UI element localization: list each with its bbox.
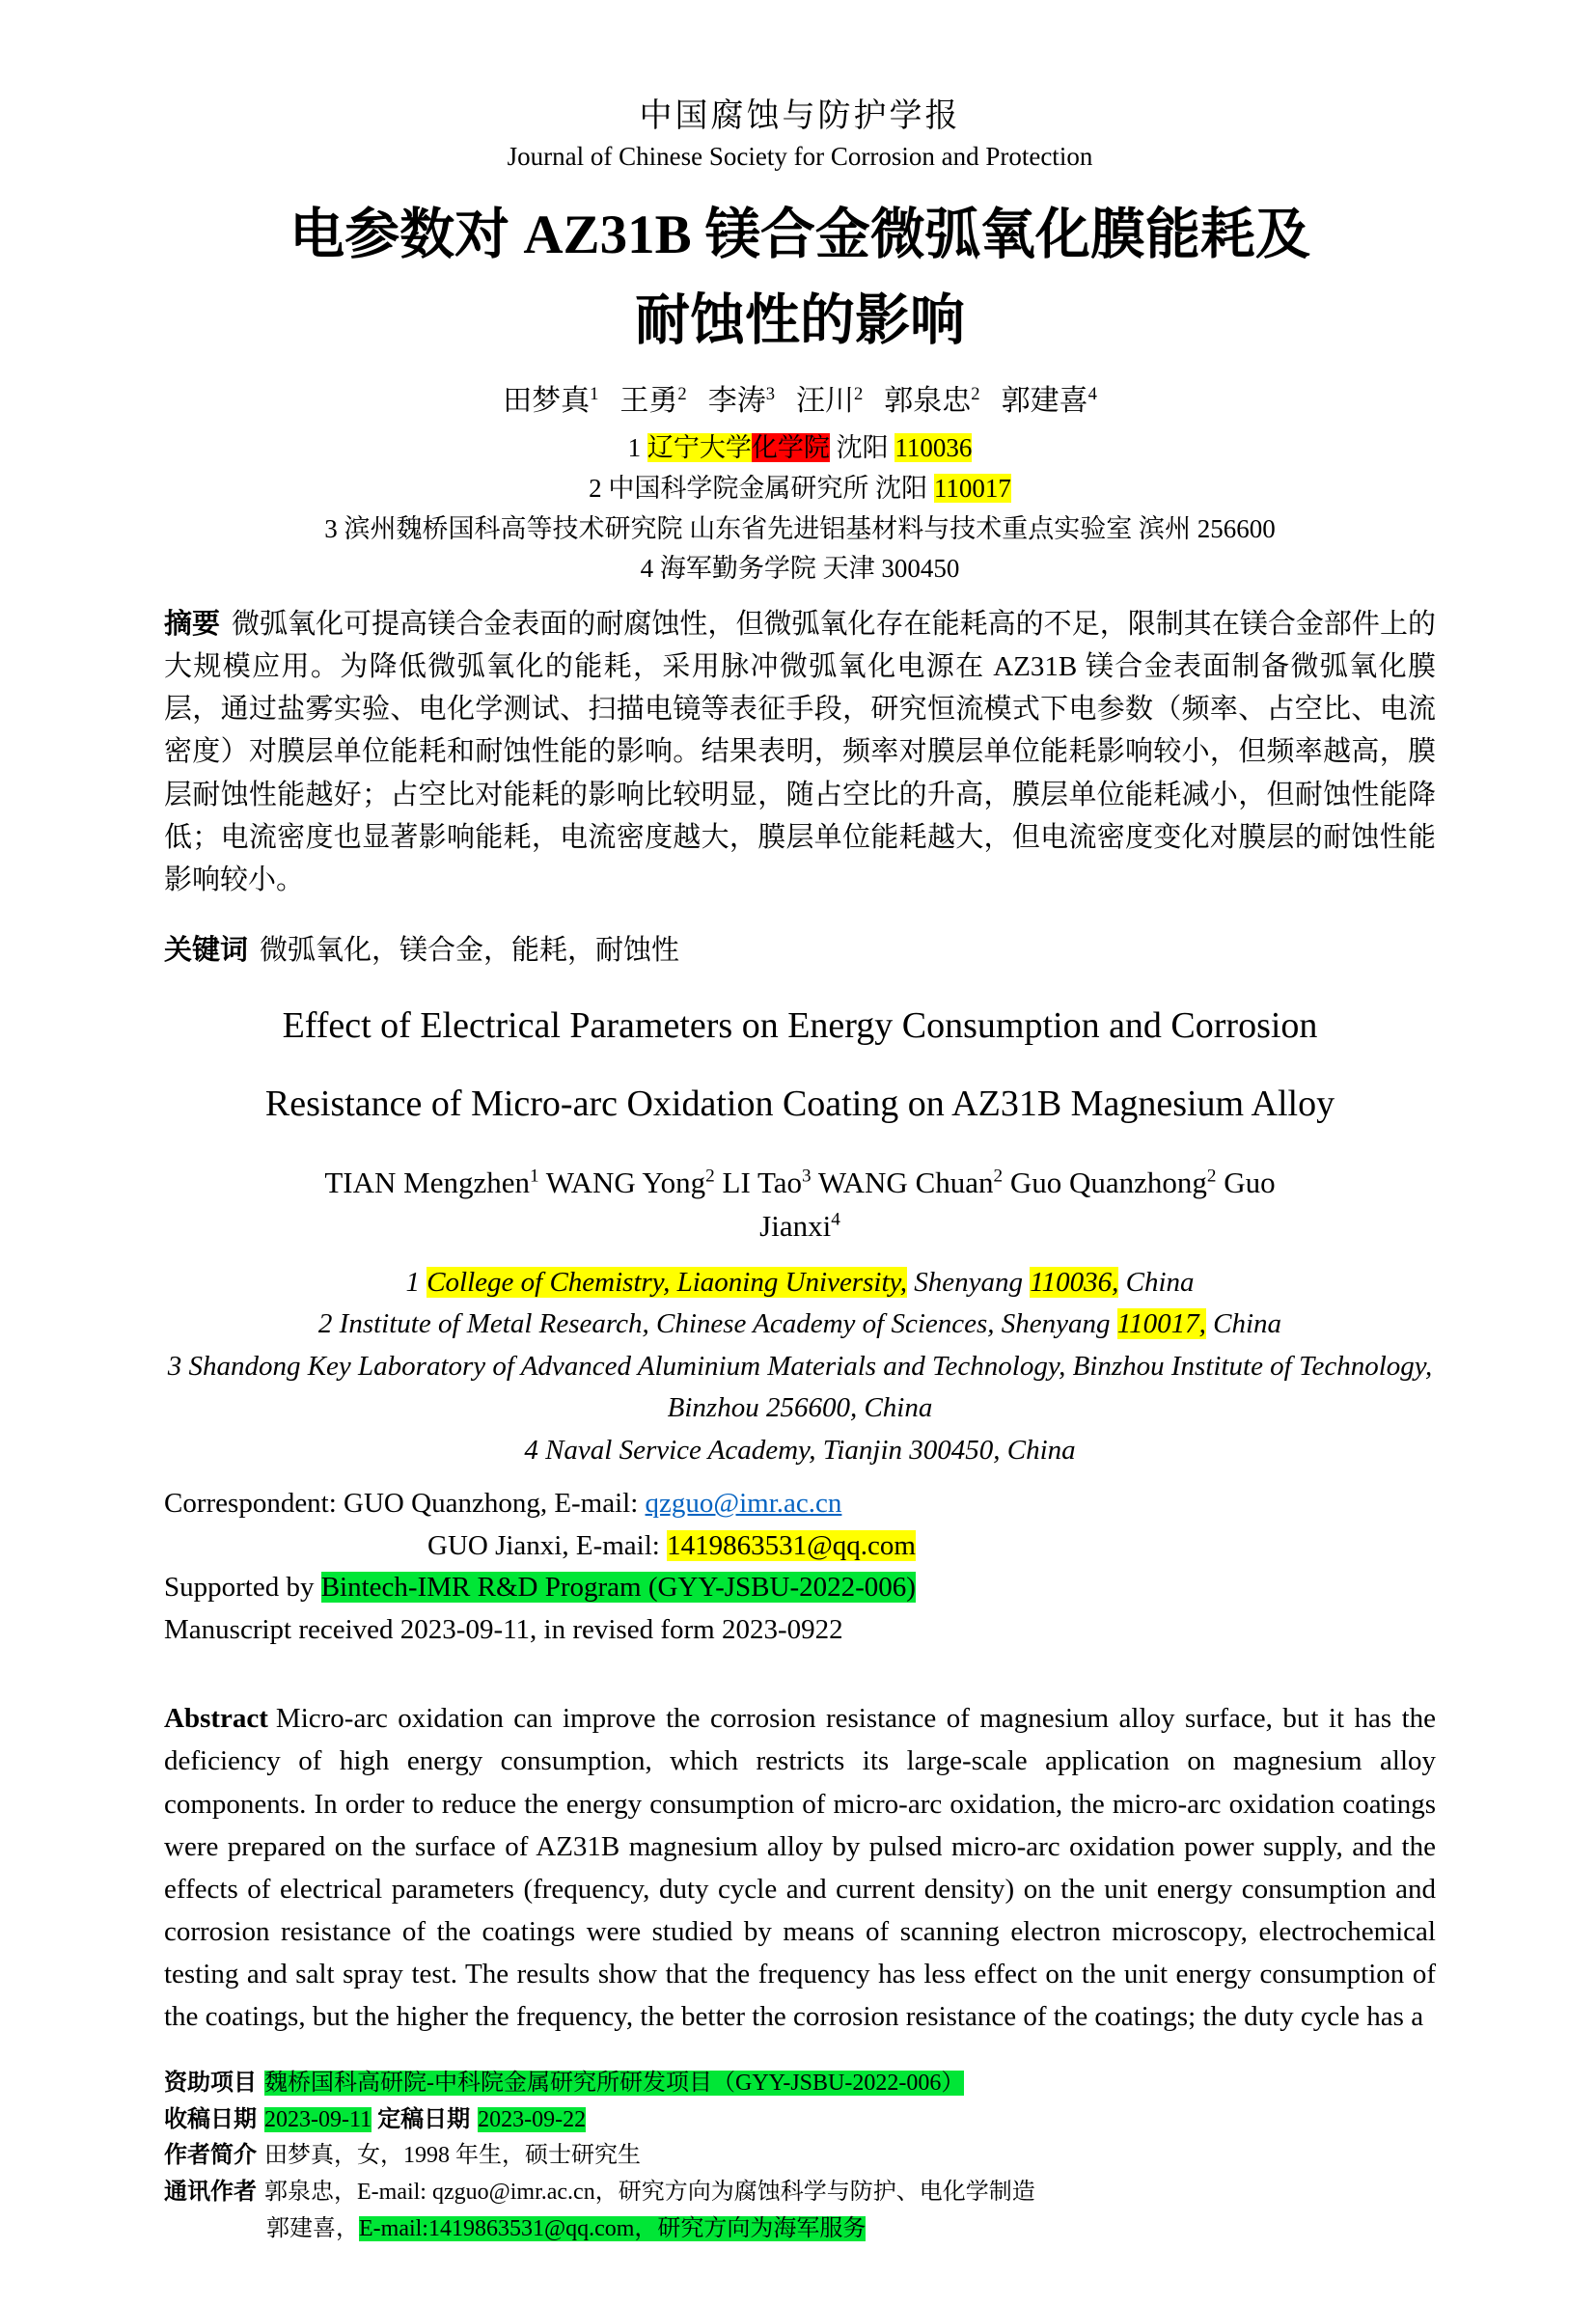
correspondent-2-email-highlight: 1419863531@qq.com xyxy=(667,1529,916,1561)
keywords-cn-label: 关键词 xyxy=(164,934,249,966)
author-cn xyxy=(619,385,686,417)
correspondent-1-email-link[interactable]: qzguo@imr.ac.cn xyxy=(645,1488,842,1520)
author-en xyxy=(546,1166,715,1199)
affiliations-cn xyxy=(164,428,1436,590)
footnote-received-label: 收稿日期 xyxy=(164,2106,257,2132)
footnote-corresponding-author-2 xyxy=(164,2211,1436,2248)
aff-en-2-text: 2 Institute of Metal Research, Chinese Academy of Sciences, Shenyang xyxy=(317,1308,1111,1340)
paper-title-cn xyxy=(164,193,1436,365)
paper-title-en-line1: Effect of Electrical Parameters on Energy Consumption and Corrosion xyxy=(282,1004,1318,1046)
author-en xyxy=(1010,1166,1217,1199)
author-en-name: Guo Jianxi xyxy=(759,1166,1276,1243)
aff1-college-highlight: 化学院 xyxy=(751,432,830,462)
footnote-corresponding-2-highlight: E-mail:1419863531@qq.com，研究方向为海军服务 xyxy=(359,2215,867,2241)
author-cn-name: 郭泉忠 xyxy=(884,384,972,417)
supported-by-text: Supported by xyxy=(164,1572,315,1604)
footnote-corresponding-author xyxy=(164,2175,1436,2211)
author-cn xyxy=(1002,385,1097,417)
correspondent-2-text: GUO Jianxi, E-mail: xyxy=(427,1529,660,1561)
paper-title-cn-line2: 耐蚀性的影响 xyxy=(635,289,965,351)
author-superscript: 2 xyxy=(993,1166,1004,1187)
author-superscript: 1 xyxy=(590,383,599,404)
footnote-finalized-date-highlight: 2023-09-22 xyxy=(478,2106,587,2132)
footnote-funding-label: 资助项目 xyxy=(164,2071,257,2096)
author-en xyxy=(818,1166,1003,1199)
correspondent-1-text: Correspondent: GUO Quanzhong, E-mail: xyxy=(164,1488,639,1520)
affiliation-cn-4: 4 海军勤务学院 天津 300450 xyxy=(640,554,960,584)
author-superscript: 2 xyxy=(705,1166,715,1187)
author-superscript: 2 xyxy=(854,383,864,404)
aff-en-1-number: 1 xyxy=(405,1266,420,1298)
paper-title-en xyxy=(164,1004,1436,1127)
paper-title-en-line2: Resistance of Micro-arc Oxidation Coating on AZ31B Magnesium Alloy xyxy=(264,1084,1335,1125)
abstract-en-label: Abstract xyxy=(164,1703,268,1735)
manuscript-received-line: Manuscript received 2023-09-11, in revised form 2023-0922 xyxy=(164,1613,843,1645)
journal-name-cn: 中国腐蚀与防护学报 xyxy=(639,98,961,134)
author-cn-name: 郭建喜 xyxy=(1001,384,1088,417)
abstract-en-text: Micro-arc oxidation can improve the corrosion resistance of magnesium alloy surface, but it has the deficiency of high energy consumption, which restricts its large-scale application on magnesium alloy components. In order to reduce the energy consumption of micro-arc oxidation, the micro-arc oxidation coatings were prepared on the surface of AZ31B magnesium alloy by pulsed micro-arc oxidation power supply, and the effects of electrical parameters (frequency, duty cycle and current density) on the unit energy consumption and corrosion resistance of the coatings were studied by means of scanning electron microscopy, electrochemical testing and salt spray test. The results show that the frequency has less effect on the unit energy consumption of the coatings, but the higher the frequency, the better the corrosion resistance of the coatings; the duty cycle has a xyxy=(164,1703,1436,2032)
author-cn xyxy=(708,385,775,417)
author-superscript: 2 xyxy=(971,383,980,404)
keywords-cn xyxy=(164,929,1436,972)
aff2-city: 沈阳 xyxy=(875,473,928,503)
affiliation-cn-2 xyxy=(164,469,1436,509)
aff2-number: 2 xyxy=(589,473,602,503)
footnote-received-date-highlight: 2023-09-11 xyxy=(264,2106,372,2132)
author-en-name: WANG Chuan xyxy=(817,1166,994,1199)
aff1-zip-highlight: 110036 xyxy=(894,432,973,462)
author-cn-name: 李涛 xyxy=(707,384,766,417)
keywords-cn-text: 微弧氧化，镁合金，能耗，耐蚀性 xyxy=(260,934,680,966)
author-en xyxy=(324,1166,538,1199)
abstract-en xyxy=(164,1697,1436,2038)
author-superscript: 3 xyxy=(765,383,775,404)
author-superscript: 2 xyxy=(1206,1166,1217,1187)
footnote-corresponding-text: 郭泉忠，E-mail: qzguo@imr.ac.cn，研究方向为腐蚀科学与防护、电化学制造 xyxy=(264,2180,1035,2206)
correspondent-line-1 xyxy=(164,1483,1436,1525)
paper-title-cn-line1: 电参数对 AZ31B 镁合金微弧氧化膜能耗及 xyxy=(289,205,1310,265)
footnote-corresponding-label: 通讯作者 xyxy=(164,2180,257,2206)
aff1-city: 沈阳 xyxy=(836,432,889,462)
author-cn xyxy=(884,385,979,417)
abstract-cn-label: 摘要 xyxy=(164,609,221,641)
correspondence-block xyxy=(164,1483,1436,1651)
author-cn-name: 王勇 xyxy=(619,384,678,417)
author-en-name: WANG Yong xyxy=(545,1166,706,1199)
abstract-cn xyxy=(164,603,1436,901)
aff-en-1-zip-highlight: 110036, xyxy=(1030,1266,1119,1298)
authors-en xyxy=(291,1162,1309,1249)
author-superscript: 4 xyxy=(1087,383,1097,404)
footnote-funding-highlight: 魏桥国科高研院-中科院金属研究所研发项目（GYY-JSBU-2022-006） xyxy=(264,2071,965,2096)
footnote-biography-text: 田梦真，女，1998 年生，硕士研究生 xyxy=(264,2143,641,2169)
footnote-dates xyxy=(164,2102,1436,2139)
aff2-zip-highlight: 110017 xyxy=(933,473,1011,503)
author-en xyxy=(723,1166,812,1199)
supported-by-line xyxy=(164,1567,1436,1609)
author-superscript: 4 xyxy=(831,1209,840,1230)
aff1-university-highlight: 辽宁大学 xyxy=(647,432,752,462)
author-cn xyxy=(796,385,863,417)
authors-cn xyxy=(164,376,1436,419)
aff1-number: 1 xyxy=(627,432,642,462)
abstract-cn-text: 微弧氧化可提高镁合金表面的耐腐蚀性，但微弧氧化存在能耗高的不足，限制其在镁合金部件上的大规模应用。为降低微弧氧化的能耗，采用脉冲微弧氧化电源在 AZ31B 镁合金表面制备微弧氧化膜层，通过盐雾实验、电化学测试、扫描电镜等表征手段，研究恒流模式下电参数（频率、占空比、电流密度）对膜层单位能耗和耐蚀性能的影响。结果表明，频率对膜层单位能耗影响较小，但频率越高，膜层耐蚀性能越好；占空比对能耗的影响比较明显，随占空比的升高，膜层单位能耗减小，但耐蚀性能降低；电流密度也显著影响能耗，电流密度越大，膜层单位能耗越大，但电流密度变化对膜层的耐蚀性能影响较小。 xyxy=(164,609,1436,895)
aff-en-1-highlight: College of Chemistry, Liaoning University, xyxy=(427,1266,908,1298)
affiliations-en xyxy=(164,1262,1436,1472)
author-cn-name: 田梦真 xyxy=(503,384,591,417)
footnote-funding xyxy=(164,2066,1436,2102)
author-en-name: Guo Quanzhong xyxy=(1009,1166,1207,1199)
author-en-name: TIAN Mengzhen xyxy=(324,1166,530,1199)
journal-name-en: Journal of Chinese Society for Corrosion and Protection xyxy=(507,142,1093,171)
footnote-finalized-label: 定稿日期 xyxy=(377,2106,471,2132)
aff-en-1-country: China xyxy=(1125,1266,1195,1298)
affiliation-en-4: 4 Naval Service Academy, Tianjin 300450, China xyxy=(524,1434,1076,1466)
affiliation-cn-1 xyxy=(164,428,1436,469)
aff-en-1-city: Shenyang xyxy=(914,1266,1024,1298)
author-superscript: 1 xyxy=(529,1166,539,1187)
affiliation-en-3: 3 Shandong Key Laboratory of Advanced Aluminium Materials and Technology, Binzhou Institute of Technology, Binzhou 256600, China xyxy=(167,1350,1433,1424)
correspondent-line-2 xyxy=(164,1525,1436,1568)
author-cn xyxy=(503,385,598,417)
supported-by-program-highlight: Bintech-IMR R&D Program (GYY-JSBU-2022-006) xyxy=(320,1572,916,1604)
aff-en-2-zip-highlight: 110017, xyxy=(1116,1308,1206,1340)
aff-en-2-country: China xyxy=(1213,1308,1282,1340)
affiliation-cn-3: 3 滨州魏桥国科高等技术研究院 山东省先进铝基材料与技术重点实验室 滨州 256600 xyxy=(324,513,1276,543)
footnote-biography-label: 作者简介 xyxy=(164,2143,257,2169)
footnote-biography xyxy=(164,2138,1436,2175)
author-en-name: LI Tao xyxy=(722,1166,803,1199)
affiliation-en-2 xyxy=(164,1303,1436,1346)
author-cn-name: 汪川 xyxy=(796,384,854,417)
footnotes xyxy=(164,2066,1436,2247)
author-superscript: 2 xyxy=(677,383,687,404)
affiliation-en-1 xyxy=(164,1262,1436,1304)
aff2-name: 中国科学院金属研究所 xyxy=(608,473,869,503)
footnote-corresponding-2-name: 郭建喜， xyxy=(266,2215,359,2241)
author-superscript: 3 xyxy=(802,1166,812,1187)
